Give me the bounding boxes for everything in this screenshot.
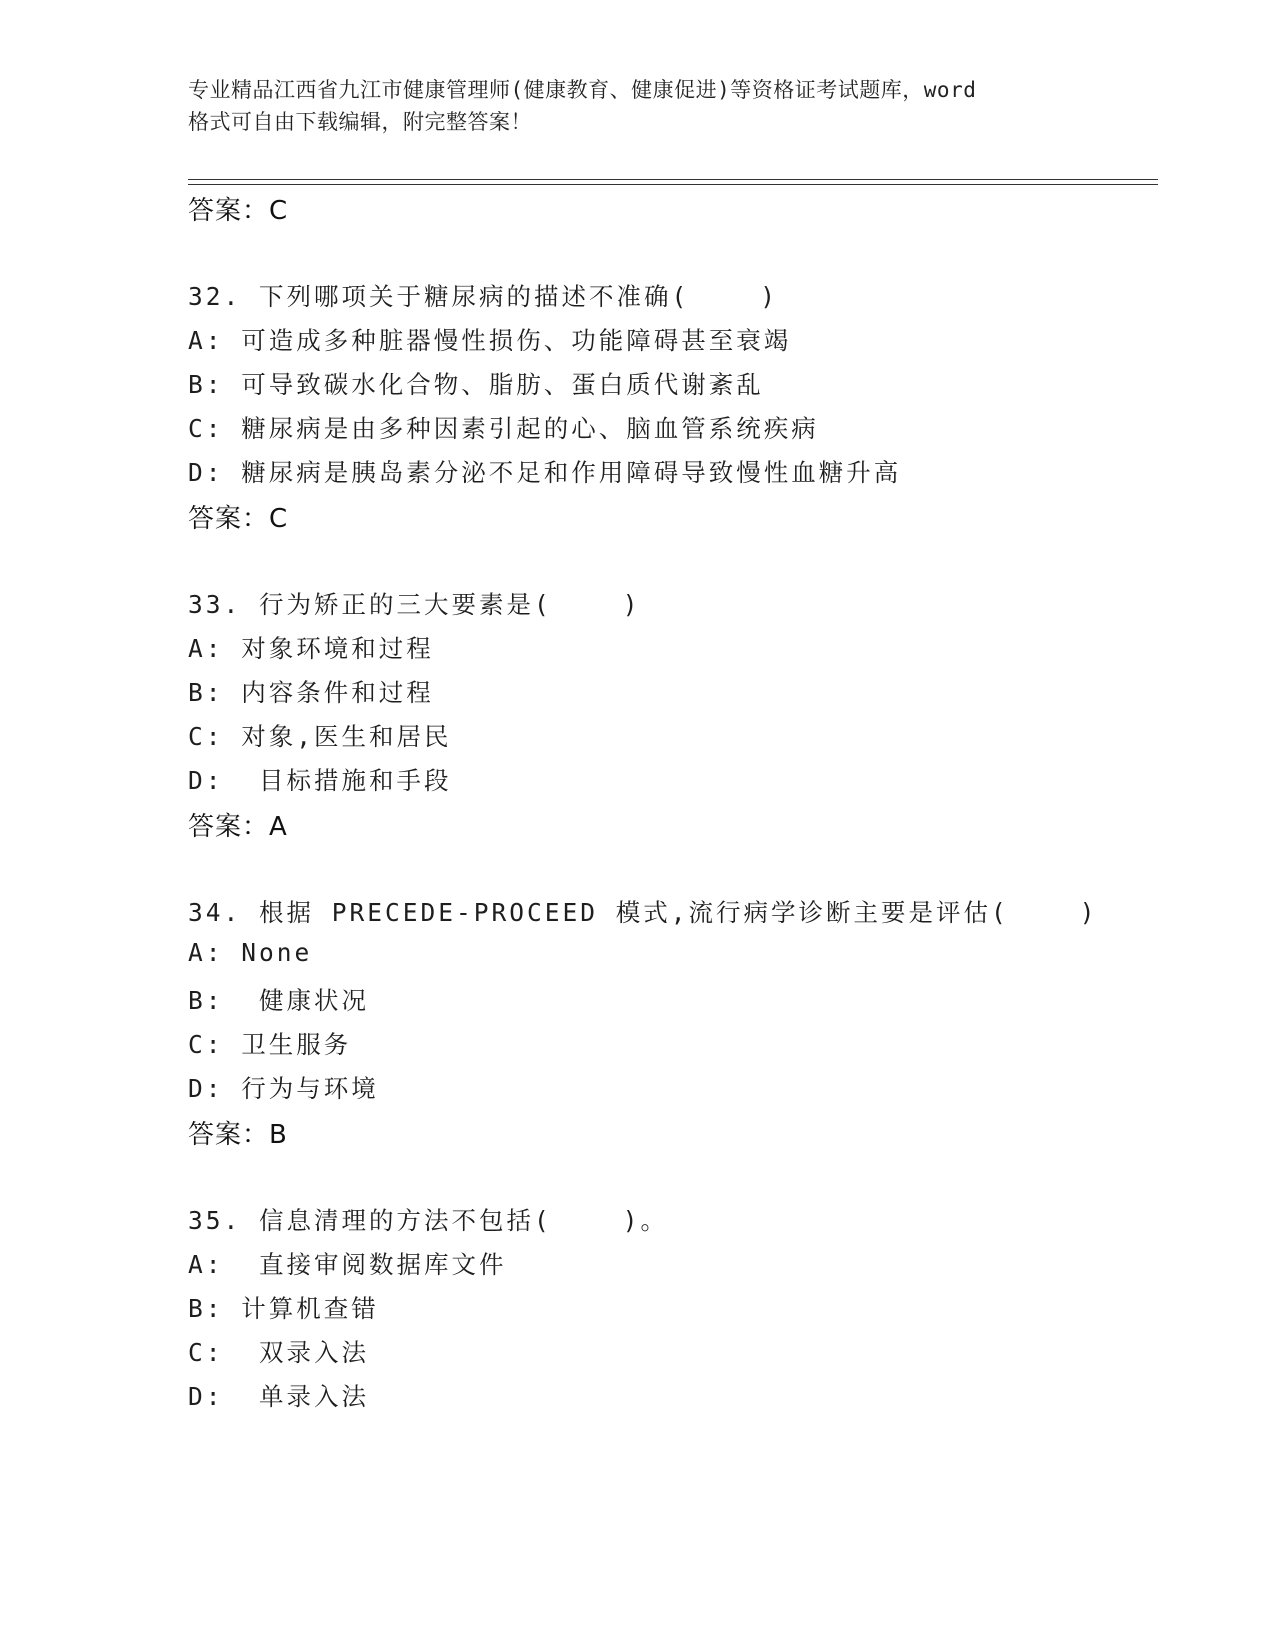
option-32-d: D: 糖尿病是胰岛素分泌不足和作用障碍导致慢性血糖升高 — [188, 458, 902, 487]
option-35-d: D: 单录入法 — [188, 1382, 370, 1411]
question-32: 32. 下列哪项关于糖尿病的描述不准确( ) — [188, 282, 779, 311]
option-33-b: B: 内容条件和过程 — [188, 678, 434, 707]
option-32-a: A: 可造成多种脏器慢性损伤、功能障碍甚至衰竭 — [188, 326, 792, 355]
option-33-d: D: 目标措施和手段 — [188, 766, 452, 795]
question-33: 33. 行为矫正的三大要素是( ) — [188, 590, 641, 619]
header-line-2: 格式可自由下载编辑，附完整答案！ — [188, 110, 532, 134]
answer-31: 答案：C — [188, 196, 289, 226]
option-32-c: C: 糖尿病是由多种因素引起的心、脑血管系统疾病 — [188, 414, 819, 443]
document-header — [188, 74, 1088, 138]
option-33-c: C: 对象,医生和居民 — [188, 722, 452, 751]
answer-32: 答案：C — [188, 504, 289, 534]
option-35-a: A: 直接审阅数据库文件 — [188, 1250, 507, 1279]
question-34: 34. 根据 PRECEDE-PROCEED 模式,流行病学诊断主要是评估( ) — [188, 898, 1098, 927]
option-34-c: C: 卫生服务 — [188, 1030, 352, 1059]
option-34-a: A: None — [188, 938, 313, 967]
option-33-a: A: 对象环境和过程 — [188, 634, 434, 663]
option-35-c: C: 双录入法 — [188, 1338, 370, 1367]
header-rule-top — [188, 179, 1158, 180]
option-35-b: B: 计算机查错 — [188, 1294, 379, 1323]
answer-33: 答案：A — [188, 812, 288, 842]
option-34-d: D: 行为与环境 — [188, 1074, 379, 1103]
option-32-b: B: 可导致碳水化合物、脂肪、蛋白质代谢紊乱 — [188, 370, 764, 399]
option-34-b: B: 健康状况 — [188, 986, 370, 1015]
answer-34: 答案：B — [188, 1120, 288, 1150]
question-35: 35. 信息清理的方法不包括( )。 — [188, 1206, 669, 1235]
header-rule-bottom — [188, 184, 1158, 185]
header-line-1: 专业精品江西省九江市健康管理师(健康教育、健康促进)等资格证考试题库，word — [188, 78, 977, 102]
